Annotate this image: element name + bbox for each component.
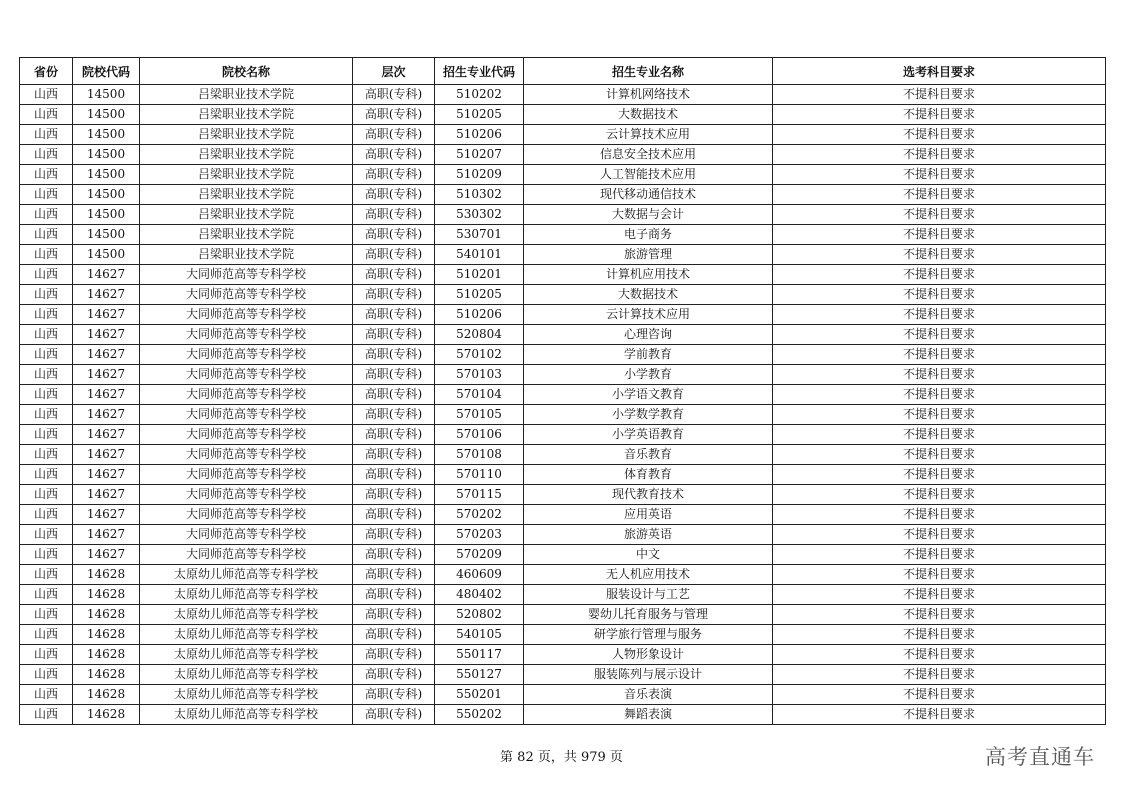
cell-major-code: 460609 (435, 565, 524, 585)
cell-school-code: 14627 (73, 465, 140, 485)
cell-school-name: 吕梁职业技术学院 (140, 165, 353, 185)
table-row (20, 565, 1106, 585)
cell-school-code: 14500 (73, 185, 140, 205)
cell-major-name: 现代移动通信技术 (524, 185, 773, 205)
cell-province: 山西 (20, 345, 73, 365)
cell-school-name: 大同师范高等专科学校 (140, 345, 353, 365)
cell-school-code: 14628 (73, 705, 140, 725)
cell-school-name: 大同师范高等专科学校 (140, 385, 353, 405)
cell-level: 高职(专科) (353, 265, 435, 285)
cell-subject-requirement: 不提科目要求 (773, 625, 1106, 645)
cell-school-name: 吕梁职业技术学院 (140, 205, 353, 225)
cell-major-code: 510202 (435, 85, 524, 105)
table-row (20, 225, 1106, 245)
cell-school-name: 吕梁职业技术学院 (140, 85, 353, 105)
cell-level: 高职(专科) (353, 325, 435, 345)
cell-major-code: 570103 (435, 365, 524, 385)
cell-school-name: 大同师范高等专科学校 (140, 505, 353, 525)
cell-major-code: 510302 (435, 185, 524, 205)
cell-subject-requirement: 不提科目要求 (773, 645, 1106, 665)
cell-province: 山西 (20, 645, 73, 665)
cell-subject-requirement: 不提科目要求 (773, 385, 1106, 405)
header-major-name: 招生专业名称 (524, 58, 773, 85)
cell-major-code: 570202 (435, 505, 524, 525)
cell-major-code: 570105 (435, 405, 524, 425)
cell-major-code: 570110 (435, 465, 524, 485)
cell-subject-requirement: 不提科目要求 (773, 205, 1106, 225)
cell-major-name: 应用英语 (524, 505, 773, 525)
cell-major-name: 婴幼儿托育服务与管理 (524, 605, 773, 625)
cell-province: 山西 (20, 505, 73, 525)
cell-major-code: 550117 (435, 645, 524, 665)
cell-major-name: 计算机应用技术 (524, 265, 773, 285)
cell-level: 高职(专科) (353, 385, 435, 405)
cell-province: 山西 (20, 365, 73, 385)
cell-subject-requirement: 不提科目要求 (773, 245, 1106, 265)
cell-subject-requirement: 不提科目要求 (773, 85, 1106, 105)
cell-subject-requirement: 不提科目要求 (773, 405, 1106, 425)
watermark-logo-text: 高考直通车 (985, 745, 1095, 769)
cell-school-code: 14628 (73, 645, 140, 665)
table-row (20, 345, 1106, 365)
cell-level: 高职(专科) (353, 665, 435, 685)
table-row (20, 705, 1106, 725)
cell-major-name: 小学数学教育 (524, 405, 773, 425)
cell-school-code: 14627 (73, 405, 140, 425)
cell-level: 高职(专科) (353, 645, 435, 665)
cell-major-name: 研学旅行管理与服务 (524, 625, 773, 645)
header-major-code: 招生专业代码 (435, 58, 524, 85)
cell-subject-requirement: 不提科目要求 (773, 365, 1106, 385)
cell-school-name: 太原幼儿师范高等专科学校 (140, 645, 353, 665)
cell-province: 山西 (20, 585, 73, 605)
cell-school-name: 大同师范高等专科学校 (140, 285, 353, 305)
cell-major-name: 大数据技术 (524, 105, 773, 125)
cell-major-code: 570106 (435, 425, 524, 445)
cell-school-code: 14627 (73, 325, 140, 345)
cell-major-name: 学前教育 (524, 345, 773, 365)
cell-level: 高职(专科) (353, 205, 435, 225)
cell-subject-requirement: 不提科目要求 (773, 325, 1106, 345)
table-row (20, 505, 1106, 525)
cell-school-name: 大同师范高等专科学校 (140, 545, 353, 565)
cell-subject-requirement: 不提科目要求 (773, 185, 1106, 205)
table-row (20, 405, 1106, 425)
cell-major-code: 540105 (435, 625, 524, 645)
cell-school-name: 太原幼儿师范高等专科学校 (140, 665, 353, 685)
cell-school-name: 太原幼儿师范高等专科学校 (140, 685, 353, 705)
cell-subject-requirement: 不提科目要求 (773, 265, 1106, 285)
cell-major-name: 无人机应用技术 (524, 565, 773, 585)
cell-school-code: 14627 (73, 365, 140, 385)
cell-level: 高职(专科) (353, 165, 435, 185)
cell-school-name: 大同师范高等专科学校 (140, 305, 353, 325)
cell-level: 高职(专科) (353, 105, 435, 125)
cell-province: 山西 (20, 625, 73, 645)
cell-school-name: 吕梁职业技术学院 (140, 225, 353, 245)
cell-subject-requirement: 不提科目要求 (773, 345, 1106, 365)
cell-subject-requirement: 不提科目要求 (773, 665, 1106, 685)
cell-province: 山西 (20, 445, 73, 465)
header-school-name: 院校名称 (140, 58, 353, 85)
cell-subject-requirement: 不提科目要求 (773, 125, 1106, 145)
cell-subject-requirement: 不提科目要求 (773, 525, 1106, 545)
cell-subject-requirement: 不提科目要求 (773, 565, 1106, 585)
cell-province: 山西 (20, 685, 73, 705)
cell-province: 山西 (20, 285, 73, 305)
cell-subject-requirement: 不提科目要求 (773, 705, 1106, 725)
table-row (20, 525, 1106, 545)
table-row (20, 665, 1106, 685)
cell-school-name: 吕梁职业技术学院 (140, 125, 353, 145)
cell-school-code: 14627 (73, 285, 140, 305)
table-row (20, 365, 1106, 385)
cell-level: 高职(专科) (353, 145, 435, 165)
cell-level: 高职(专科) (353, 465, 435, 485)
cell-school-name: 吕梁职业技术学院 (140, 105, 353, 125)
cell-school-name: 大同师范高等专科学校 (140, 265, 353, 285)
table-row (20, 185, 1106, 205)
cell-major-code: 520802 (435, 605, 524, 625)
cell-major-code: 570108 (435, 445, 524, 465)
cell-school-name: 大同师范高等专科学校 (140, 525, 353, 545)
cell-subject-requirement: 不提科目要求 (773, 505, 1106, 525)
cell-major-code: 480402 (435, 585, 524, 605)
cell-major-name: 小学教育 (524, 365, 773, 385)
cell-level: 高职(专科) (353, 605, 435, 625)
table-row (20, 385, 1106, 405)
admissions-table-container (19, 57, 1105, 725)
admissions-table (19, 57, 1106, 725)
table-row (20, 125, 1106, 145)
cell-subject-requirement: 不提科目要求 (773, 465, 1106, 485)
table-row (20, 105, 1106, 125)
table-row (20, 285, 1106, 305)
cell-school-name: 太原幼儿师范高等专科学校 (140, 705, 353, 725)
table-row (20, 685, 1106, 705)
cell-major-code: 570115 (435, 485, 524, 505)
cell-province: 山西 (20, 325, 73, 345)
cell-level: 高职(专科) (353, 225, 435, 245)
cell-major-name: 云计算技术应用 (524, 305, 773, 325)
cell-major-name: 音乐表演 (524, 685, 773, 705)
cell-subject-requirement: 不提科目要求 (773, 605, 1106, 625)
table-row (20, 465, 1106, 485)
table-row (20, 145, 1106, 165)
cell-school-code: 14500 (73, 125, 140, 145)
cell-major-name: 小学英语教育 (524, 425, 773, 445)
table-row (20, 85, 1106, 105)
cell-school-code: 14500 (73, 105, 140, 125)
cell-province: 山西 (20, 205, 73, 225)
table-row (20, 305, 1106, 325)
cell-level: 高职(专科) (353, 185, 435, 205)
cell-major-name: 云计算技术应用 (524, 125, 773, 145)
page-number: 第 82 页，共 979 页 (500, 750, 623, 765)
cell-major-code: 510201 (435, 265, 524, 285)
cell-province: 山西 (20, 165, 73, 185)
cell-school-code: 14628 (73, 565, 140, 585)
cell-school-code: 14627 (73, 345, 140, 365)
cell-province: 山西 (20, 185, 73, 205)
cell-subject-requirement: 不提科目要求 (773, 545, 1106, 565)
cell-major-name: 计算机网络技术 (524, 85, 773, 105)
cell-subject-requirement: 不提科目要求 (773, 305, 1106, 325)
cell-major-code: 510206 (435, 305, 524, 325)
cell-school-code: 14627 (73, 385, 140, 405)
cell-level: 高职(专科) (353, 585, 435, 605)
cell-major-name: 旅游英语 (524, 525, 773, 545)
cell-school-code: 14627 (73, 425, 140, 445)
cell-level: 高职(专科) (353, 685, 435, 705)
cell-subject-requirement: 不提科目要求 (773, 585, 1106, 605)
cell-level: 高职(专科) (353, 625, 435, 645)
cell-major-name: 体育教育 (524, 465, 773, 485)
cell-province: 山西 (20, 385, 73, 405)
cell-province: 山西 (20, 125, 73, 145)
cell-school-name: 太原幼儿师范高等专科学校 (140, 565, 353, 585)
cell-level: 高职(专科) (353, 85, 435, 105)
cell-level: 高职(专科) (353, 705, 435, 725)
cell-school-code: 14627 (73, 265, 140, 285)
cell-level: 高职(专科) (353, 525, 435, 545)
cell-level: 高职(专科) (353, 285, 435, 305)
table-row (20, 445, 1106, 465)
cell-major-name: 电子商务 (524, 225, 773, 245)
cell-major-name: 服装设计与工艺 (524, 585, 773, 605)
cell-major-code: 510209 (435, 165, 524, 185)
header-province: 省份 (20, 58, 73, 85)
cell-level: 高职(专科) (353, 505, 435, 525)
cell-major-code: 570203 (435, 525, 524, 545)
cell-province: 山西 (20, 545, 73, 565)
cell-subject-requirement: 不提科目要求 (773, 485, 1106, 505)
cell-province: 山西 (20, 705, 73, 725)
cell-major-code: 530701 (435, 225, 524, 245)
cell-level: 高职(专科) (353, 485, 435, 505)
cell-major-code: 510206 (435, 125, 524, 145)
cell-level: 高职(专科) (353, 445, 435, 465)
cell-school-code: 14627 (73, 505, 140, 525)
cell-province: 山西 (20, 405, 73, 425)
cell-province: 山西 (20, 465, 73, 485)
cell-school-name: 大同师范高等专科学校 (140, 465, 353, 485)
cell-subject-requirement: 不提科目要求 (773, 145, 1106, 165)
table-row (20, 545, 1106, 565)
cell-school-name: 吕梁职业技术学院 (140, 245, 353, 265)
table-row (20, 165, 1106, 185)
cell-school-code: 14628 (73, 625, 140, 645)
cell-province: 山西 (20, 485, 73, 505)
table-row (20, 425, 1106, 445)
cell-school-code: 14627 (73, 545, 140, 565)
cell-school-name: 吕梁职业技术学院 (140, 185, 353, 205)
cell-school-code: 14628 (73, 585, 140, 605)
cell-major-code: 570209 (435, 545, 524, 565)
cell-major-name: 心理咨询 (524, 325, 773, 345)
cell-school-name: 吕梁职业技术学院 (140, 145, 353, 165)
cell-subject-requirement: 不提科目要求 (773, 285, 1106, 305)
cell-major-code: 570104 (435, 385, 524, 405)
table-row (20, 265, 1106, 285)
table-row (20, 585, 1106, 605)
cell-major-name: 大数据与会计 (524, 205, 773, 225)
cell-school-name: 大同师范高等专科学校 (140, 485, 353, 505)
cell-school-code: 14500 (73, 245, 140, 265)
cell-school-code: 14627 (73, 525, 140, 545)
table-body (20, 85, 1106, 725)
cell-major-name: 服装陈列与展示设计 (524, 665, 773, 685)
cell-province: 山西 (20, 245, 73, 265)
cell-major-code: 530302 (435, 205, 524, 225)
cell-major-code: 510205 (435, 105, 524, 125)
cell-subject-requirement: 不提科目要求 (773, 445, 1106, 465)
cell-school-code: 14500 (73, 165, 140, 185)
cell-province: 山西 (20, 565, 73, 585)
table-header-row (20, 58, 1106, 85)
cell-level: 高职(专科) (353, 365, 435, 385)
cell-province: 山西 (20, 525, 73, 545)
cell-school-name: 大同师范高等专科学校 (140, 365, 353, 385)
cell-major-code: 510205 (435, 285, 524, 305)
header-level: 层次 (353, 58, 435, 85)
cell-school-code: 14500 (73, 225, 140, 245)
cell-school-code: 14500 (73, 145, 140, 165)
cell-level: 高职(专科) (353, 125, 435, 145)
cell-major-name: 信息安全技术应用 (524, 145, 773, 165)
header-school-code: 院校代码 (73, 58, 140, 85)
cell-province: 山西 (20, 145, 73, 165)
cell-province: 山西 (20, 105, 73, 125)
cell-school-code: 14500 (73, 85, 140, 105)
cell-level: 高职(专科) (353, 245, 435, 265)
cell-province: 山西 (20, 425, 73, 445)
cell-major-name: 旅游管理 (524, 245, 773, 265)
cell-major-code: 520804 (435, 325, 524, 345)
cell-major-code: 550202 (435, 705, 524, 725)
header-subject-requirement: 选考科目要求 (773, 58, 1106, 85)
cell-province: 山西 (20, 225, 73, 245)
cell-province: 山西 (20, 265, 73, 285)
cell-major-name: 人工智能技术应用 (524, 165, 773, 185)
cell-major-name: 人物形象设计 (524, 645, 773, 665)
cell-school-code: 14628 (73, 605, 140, 625)
cell-major-name: 舞蹈表演 (524, 705, 773, 725)
cell-major-code: 540101 (435, 245, 524, 265)
cell-school-code: 14628 (73, 685, 140, 705)
table-row (20, 245, 1106, 265)
table-row (20, 605, 1106, 625)
table-row (20, 485, 1106, 505)
cell-province: 山西 (20, 305, 73, 325)
cell-major-name: 音乐教育 (524, 445, 773, 465)
cell-major-name: 中文 (524, 545, 773, 565)
cell-school-code: 14627 (73, 305, 140, 325)
cell-school-name: 太原幼儿师范高等专科学校 (140, 625, 353, 645)
table-row (20, 645, 1106, 665)
cell-province: 山西 (20, 85, 73, 105)
cell-subject-requirement: 不提科目要求 (773, 685, 1106, 705)
cell-major-code: 510207 (435, 145, 524, 165)
cell-school-name: 太原幼儿师范高等专科学校 (140, 585, 353, 605)
cell-school-name: 太原幼儿师范高等专科学校 (140, 605, 353, 625)
table-row (20, 325, 1106, 345)
cell-school-name: 大同师范高等专科学校 (140, 425, 353, 445)
cell-level: 高职(专科) (353, 305, 435, 325)
cell-level: 高职(专科) (353, 425, 435, 445)
cell-school-code: 14627 (73, 445, 140, 465)
table-row (20, 625, 1106, 645)
cell-level: 高职(专科) (353, 565, 435, 585)
cell-subject-requirement: 不提科目要求 (773, 225, 1106, 245)
cell-school-code: 14500 (73, 205, 140, 225)
cell-province: 山西 (20, 665, 73, 685)
cell-school-name: 大同师范高等专科学校 (140, 445, 353, 465)
cell-school-name: 大同师范高等专科学校 (140, 405, 353, 425)
cell-level: 高职(专科) (353, 405, 435, 425)
cell-major-code: 570102 (435, 345, 524, 365)
table-row (20, 205, 1106, 225)
cell-subject-requirement: 不提科目要求 (773, 105, 1106, 125)
cell-major-code: 550127 (435, 665, 524, 685)
cell-school-code: 14628 (73, 665, 140, 685)
cell-subject-requirement: 不提科目要求 (773, 425, 1106, 445)
cell-province: 山西 (20, 605, 73, 625)
cell-school-code: 14627 (73, 485, 140, 505)
cell-major-name: 小学语文教育 (524, 385, 773, 405)
cell-school-name: 大同师范高等专科学校 (140, 325, 353, 345)
cell-level: 高职(专科) (353, 345, 435, 365)
cell-major-name: 现代教育技术 (524, 485, 773, 505)
cell-major-code: 550201 (435, 685, 524, 705)
cell-major-name: 大数据技术 (524, 285, 773, 305)
cell-subject-requirement: 不提科目要求 (773, 165, 1106, 185)
cell-level: 高职(专科) (353, 545, 435, 565)
